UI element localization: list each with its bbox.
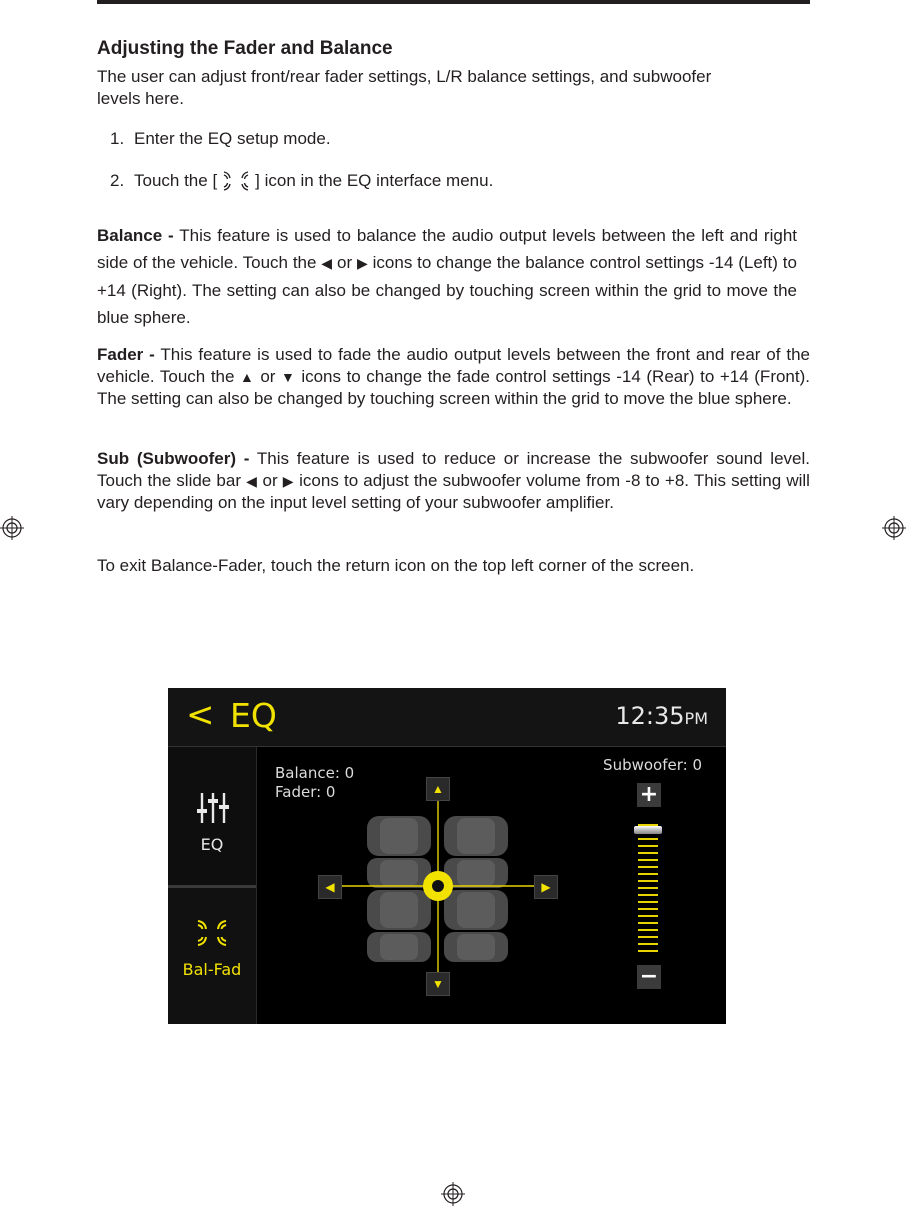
screen-header <box>168 688 726 747</box>
left-arrow-icon: ◀ <box>246 473 258 489</box>
fader-up-button[interactable]: ▲ <box>426 777 450 801</box>
sphere-center <box>432 880 444 892</box>
subwoofer-label: Sub (Subwoofer) - <box>97 449 250 468</box>
subwoofer-slider-thumb[interactable] <box>634 826 662 834</box>
fader-paragraph <box>97 344 810 410</box>
sidebar-item-label: Bal-Fad <box>182 960 242 979</box>
fader-down-button[interactable]: ▼ <box>426 972 450 996</box>
fader-text-2: icons to change the fade control settings -14 (Rear) to +14 (Front). The setting can also be changed by touching screen within the grid to move the blue sphere. <box>97 367 810 408</box>
down-arrow-icon: ▼ <box>281 369 296 385</box>
fader-readout: Fader: 0 <box>275 783 336 801</box>
subwoofer-text-1: This feature is used to reduce or increase the subwoofer sound level. Touch the slide bar <box>97 449 810 490</box>
balance-or: or <box>336 253 353 272</box>
speaker-waves-icon <box>194 918 230 948</box>
registration-mark-icon <box>441 1182 465 1206</box>
registration-mark-icon <box>882 516 906 540</box>
subwoofer-readout: Subwoofer: 0 <box>603 756 702 774</box>
clock-ampm: PM <box>684 709 708 728</box>
sidebar-item-label: EQ <box>200 835 224 854</box>
step-item <box>110 168 493 194</box>
eq-sliders-icon <box>196 791 230 825</box>
step-text-after: ] icon in the EQ interface menu. <box>255 171 494 190</box>
sidebar-item-bal-fad[interactable] <box>168 888 256 1024</box>
screen-sidebar <box>168 747 257 1024</box>
up-arrow-icon: ▲ <box>240 369 255 385</box>
screen-title: EQ <box>230 696 277 735</box>
steps-list <box>110 126 493 210</box>
section-title: Adjusting the Fader and Balance <box>97 38 393 59</box>
registration-mark-icon <box>0 516 24 540</box>
subwoofer-scale[interactable] <box>638 824 658 957</box>
balance-label: Balance - <box>97 226 174 245</box>
clock-time: 12:35 <box>615 702 685 730</box>
balance-left-button[interactable]: ◀ <box>318 875 342 899</box>
subwoofer-or: or <box>262 471 278 490</box>
step-number: 1. <box>110 129 125 148</box>
fader-or: or <box>260 367 276 386</box>
device-screenshot <box>168 688 726 1024</box>
balance-fader-grid[interactable] <box>308 772 568 1002</box>
clock <box>615 702 708 730</box>
right-arrow-icon: ▶ <box>282 473 294 489</box>
sidebar-item-eq[interactable] <box>168 747 256 885</box>
speaker-front-right <box>444 816 508 888</box>
balance-right-button[interactable]: ▶ <box>534 875 558 899</box>
step-number: 2. <box>110 171 125 190</box>
subwoofer-plus-button[interactable]: + <box>637 783 661 807</box>
step-text-before: Touch the [ <box>134 171 218 190</box>
speaker-rear-left <box>367 890 431 962</box>
balance-text-2: icons to change the balance control settings -14 (Left) to +14 (Right). The setting can also be changed by touching screen within the grid to move the blue sphere. <box>97 253 797 327</box>
top-rule <box>97 0 810 4</box>
exit-paragraph: To exit Balance-Fader, touch the return icon on the top left corner of the screen. <box>97 556 695 575</box>
step-item <box>110 126 493 152</box>
subwoofer-text-2: icons to adjust the subwoofer volume from -8 to +8. This setting will vary depending on the input level setting of your subwoofer amplifier. <box>97 471 810 512</box>
balance-readout: Balance: 0 <box>275 764 355 782</box>
balance-text-1: This feature is used to balance the audio output levels between the left and right side of the vehicle. Touch the <box>97 226 797 272</box>
intro-paragraph: The user can adjust front/rear fader settings, L/R balance settings, and subwoofer levels here. <box>97 67 712 108</box>
fader-label: Fader - <box>97 345 155 364</box>
speaker-rear-right <box>444 890 508 962</box>
left-arrow-icon: ◀ <box>321 255 333 271</box>
step-text: Enter the EQ setup mode. <box>134 129 331 148</box>
subwoofer-paragraph <box>97 448 810 514</box>
speaker-front-left <box>367 816 431 888</box>
fader-text-1: This feature is used to fade the audio output levels between the front and rear of the vehicle. Touch the <box>97 345 810 386</box>
back-icon[interactable]: < <box>186 695 215 735</box>
subwoofer-minus-button[interactable]: − <box>637 965 661 989</box>
balance-paragraph <box>97 222 797 331</box>
right-arrow-icon: ▶ <box>356 255 368 271</box>
speaker-waves-icon <box>219 169 253 193</box>
